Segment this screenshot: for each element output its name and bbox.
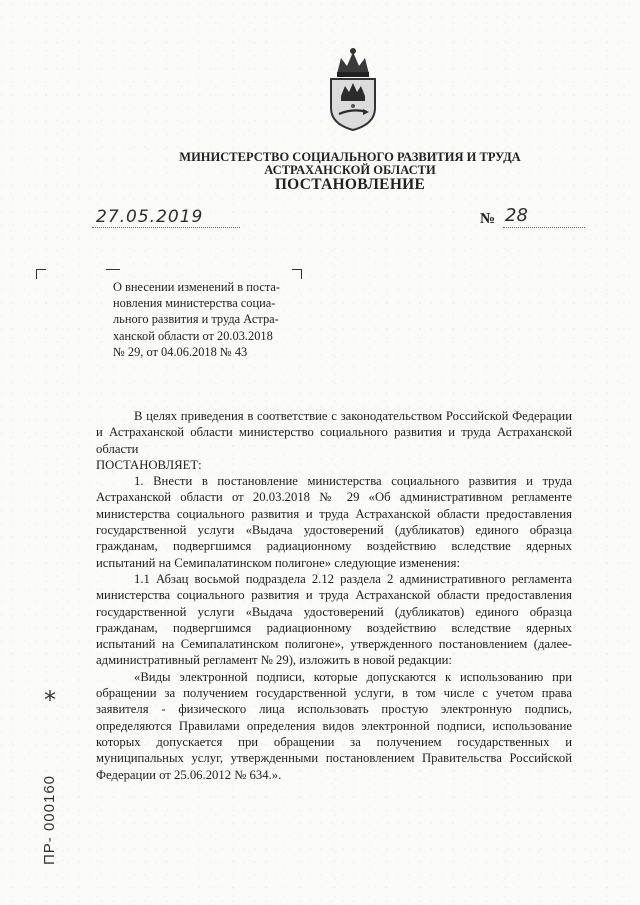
date-underline xyxy=(92,227,240,228)
item-1-paragraph: 1. Внести в постановление министерства социального развития и труда Астраханской области от 20.03.2018 № 29 «Об административном регламенте министерства социального развития и труда Астраханской области предоставления государственной услуги «Выдача удостоверений (дубликатов) единого образца гражданам, подвергшимся радиационному воздействию вследствие ядерных испытаний на Семипалатинском полигоне» следующие изменения: xyxy=(96,474,572,570)
subject-corner-left xyxy=(36,269,46,279)
number-underline xyxy=(503,227,585,228)
subject-line: льного развития и труда Астра- xyxy=(113,312,279,327)
subject-line: О внесении изменений в поста- xyxy=(113,280,281,294)
document-number: 28 xyxy=(505,205,528,226)
preamble-paragraph: В целях приведения в соответствие с законодательством Российской Федерации и Астраханской области министерство социального развития и труда Астраханской области xyxy=(96,409,572,456)
decree-heading: ПОСТАНОВЛЯЕТ: xyxy=(96,457,202,472)
registration-number: ПР- 000160 xyxy=(41,774,58,865)
subject-line: ханской области от 20.03.2018 xyxy=(113,328,273,343)
document-type: ПОСТАНОВЛЕНИЕ xyxy=(274,176,426,193)
document-body xyxy=(96,408,572,783)
subject-corner-mid xyxy=(106,269,120,279)
number-label: № xyxy=(480,211,496,227)
asterisk-mark: * xyxy=(44,686,56,714)
subject-corner-right xyxy=(292,269,302,279)
item-1-1-paragraph: 1.1 Абзац восьмой подраздела 2.12 раздела 2 административного регламента министерства социального развития и труда Астраханской области предоставления государственной услуги «Выдача удостоверений (дубликатов) единого образца гражданам, подвергшимся радиационному воздействию вследствие ядерных испытаний на Семипалатинском полигоне», утвержденного постановлением (далее- административный регламент № 29), изложить в новой редакции: xyxy=(96,571,572,668)
ministry-name: МИНИСТЕРСТВО СОЦИАЛЬНОГО РАЗВИТИЯ И ТРУДА xyxy=(179,150,521,164)
document-date: 27.05.2019 xyxy=(96,207,204,227)
subject-line: № 29, от 04.06.2018 № 43 xyxy=(113,344,248,359)
quoted-paragraph: «Виды электронной подписи, которые допускаются к использованию при обращении за получением государственной услуги, в том числе с учетом права заявителя - физического лица использовать простую электронную подпись, определяются Правилами определения видов электронной подписи, использование которых допускается при обращении за получением государственных и муниципальных услуг, утвержденными постановлением Правительства Российской Федерации от 25.06.2012 № 634.». xyxy=(96,669,572,782)
region-name: АСТРАХАНСКОЙ ОБЛАСТИ xyxy=(264,163,436,177)
document-subject xyxy=(113,279,313,360)
subject-line: новления министерства социа- xyxy=(113,296,276,311)
coat-of-arms-emblem xyxy=(323,46,383,132)
